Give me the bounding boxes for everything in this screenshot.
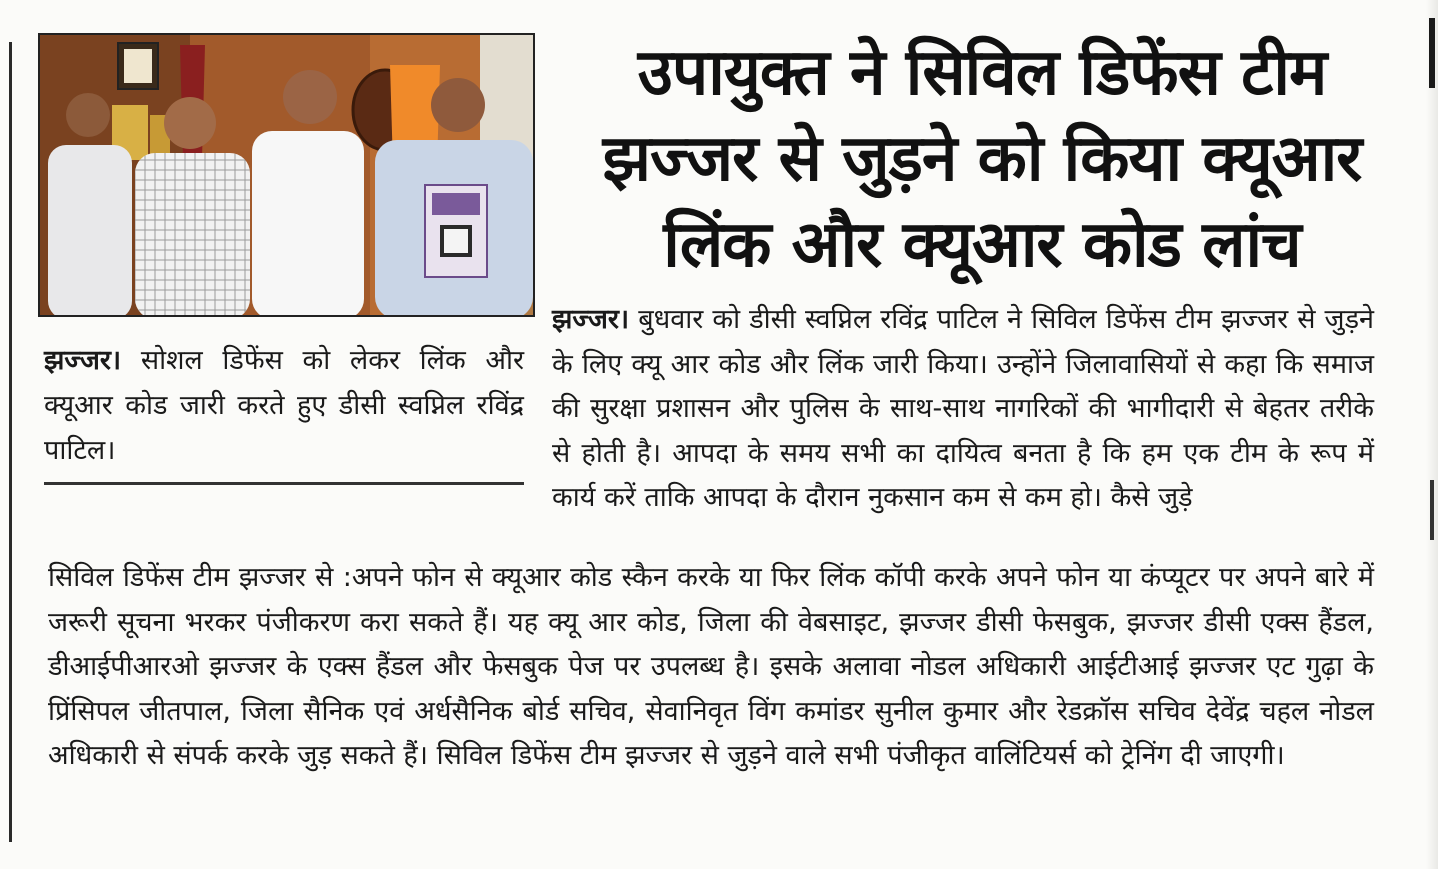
caption-text: सोशल डिफेंस को लेकर लिंक और क्यूआर कोड जारी करते हुए डीसी स्वप्निल रविंद्र पाटिल। — [44, 345, 524, 466]
news-photo-illustration — [40, 35, 535, 317]
article-headline — [552, 30, 1412, 288]
headline-line-3: लिंक और क्यूआर कोड लांच — [663, 208, 1301, 282]
right-column-mark — [1429, 18, 1435, 88]
headline-line-2: झज्जर से जुड़ने को किया क्यूआर — [602, 122, 1362, 196]
article-dateline: झज्जर। — [552, 304, 630, 335]
caption-dateline: झज्जर। — [44, 345, 122, 376]
headline-line-1: उपायुक्त ने सिविल डिफेंस टीम — [637, 36, 1327, 110]
right-column-mark-lower — [1430, 480, 1434, 540]
left-column-rule — [9, 42, 12, 842]
article-body-intro — [552, 298, 1374, 521]
article-intro-text: बुधवार को डीसी स्वप्निल रविंद्र पाटिल ने सिविल डिफेंस टीम झज्जर से जुड़ने के लिए क्यू आर कोड और लिंक जारी किया। उन्होंने जिलावासियों से कहा कि समाज की सुरक्षा प्रशासन और पुलिस के साथ-साथ नागरिकों की भागीदारी से बेहतर तरीके से होती है। आपदा के समय सभी का दायित्व बनता है कि हम एक टीम के रूप में कार्य करें ताकि आपदा के दौरान नुकसान कम से कम हो। कैसे जुड़े — [552, 304, 1374, 513]
article-body-continuation: सिविल डिफेंस टीम झज्जर से :अपने फोन से क्यूआर कोड स्कैन करके या फिर लिंक कॉपी करके अपने फोन या कंप्यूटर पर अपने बारे में जरूरी सूचना भरकर पंजीकरण करा सकते हैं। यह क्यू आर कोड, जिला की वेबसाइट, झज्जर डीसी फेसबुक, झज्जर डीसी एक्स हैंडल, डीआईपीआरओ झज्जर के एक्स हैंडल और फेसबुक पेज पर उपलब्ध है। इसके अलावा नोडल अधिकारी आईटीआई झज्जर एट गुढ़ा के प्रिंसिपल जीतपाल, जिला सैनिक एवं अर्धसैनिक बोर्ड सचिव, सेवानिवृत विंग कमांडर सुनील कुमार और रेडक्रॉस सचिव देवेंद्र चहल नोडल अधिकारी से संपर्क करके जुड़ सकते हैं। सिविल डिफेंस टीम झज्जर से जुड़ने वाले सभी पंजीकृत वालिंटियर्स को ट्रेनिंग दी जाएगी। — [48, 562, 1374, 771]
news-photo — [38, 33, 535, 317]
caption-divider — [44, 482, 524, 485]
adjacent-column-edge — [1426, 0, 1438, 869]
photo-caption — [44, 338, 524, 473]
